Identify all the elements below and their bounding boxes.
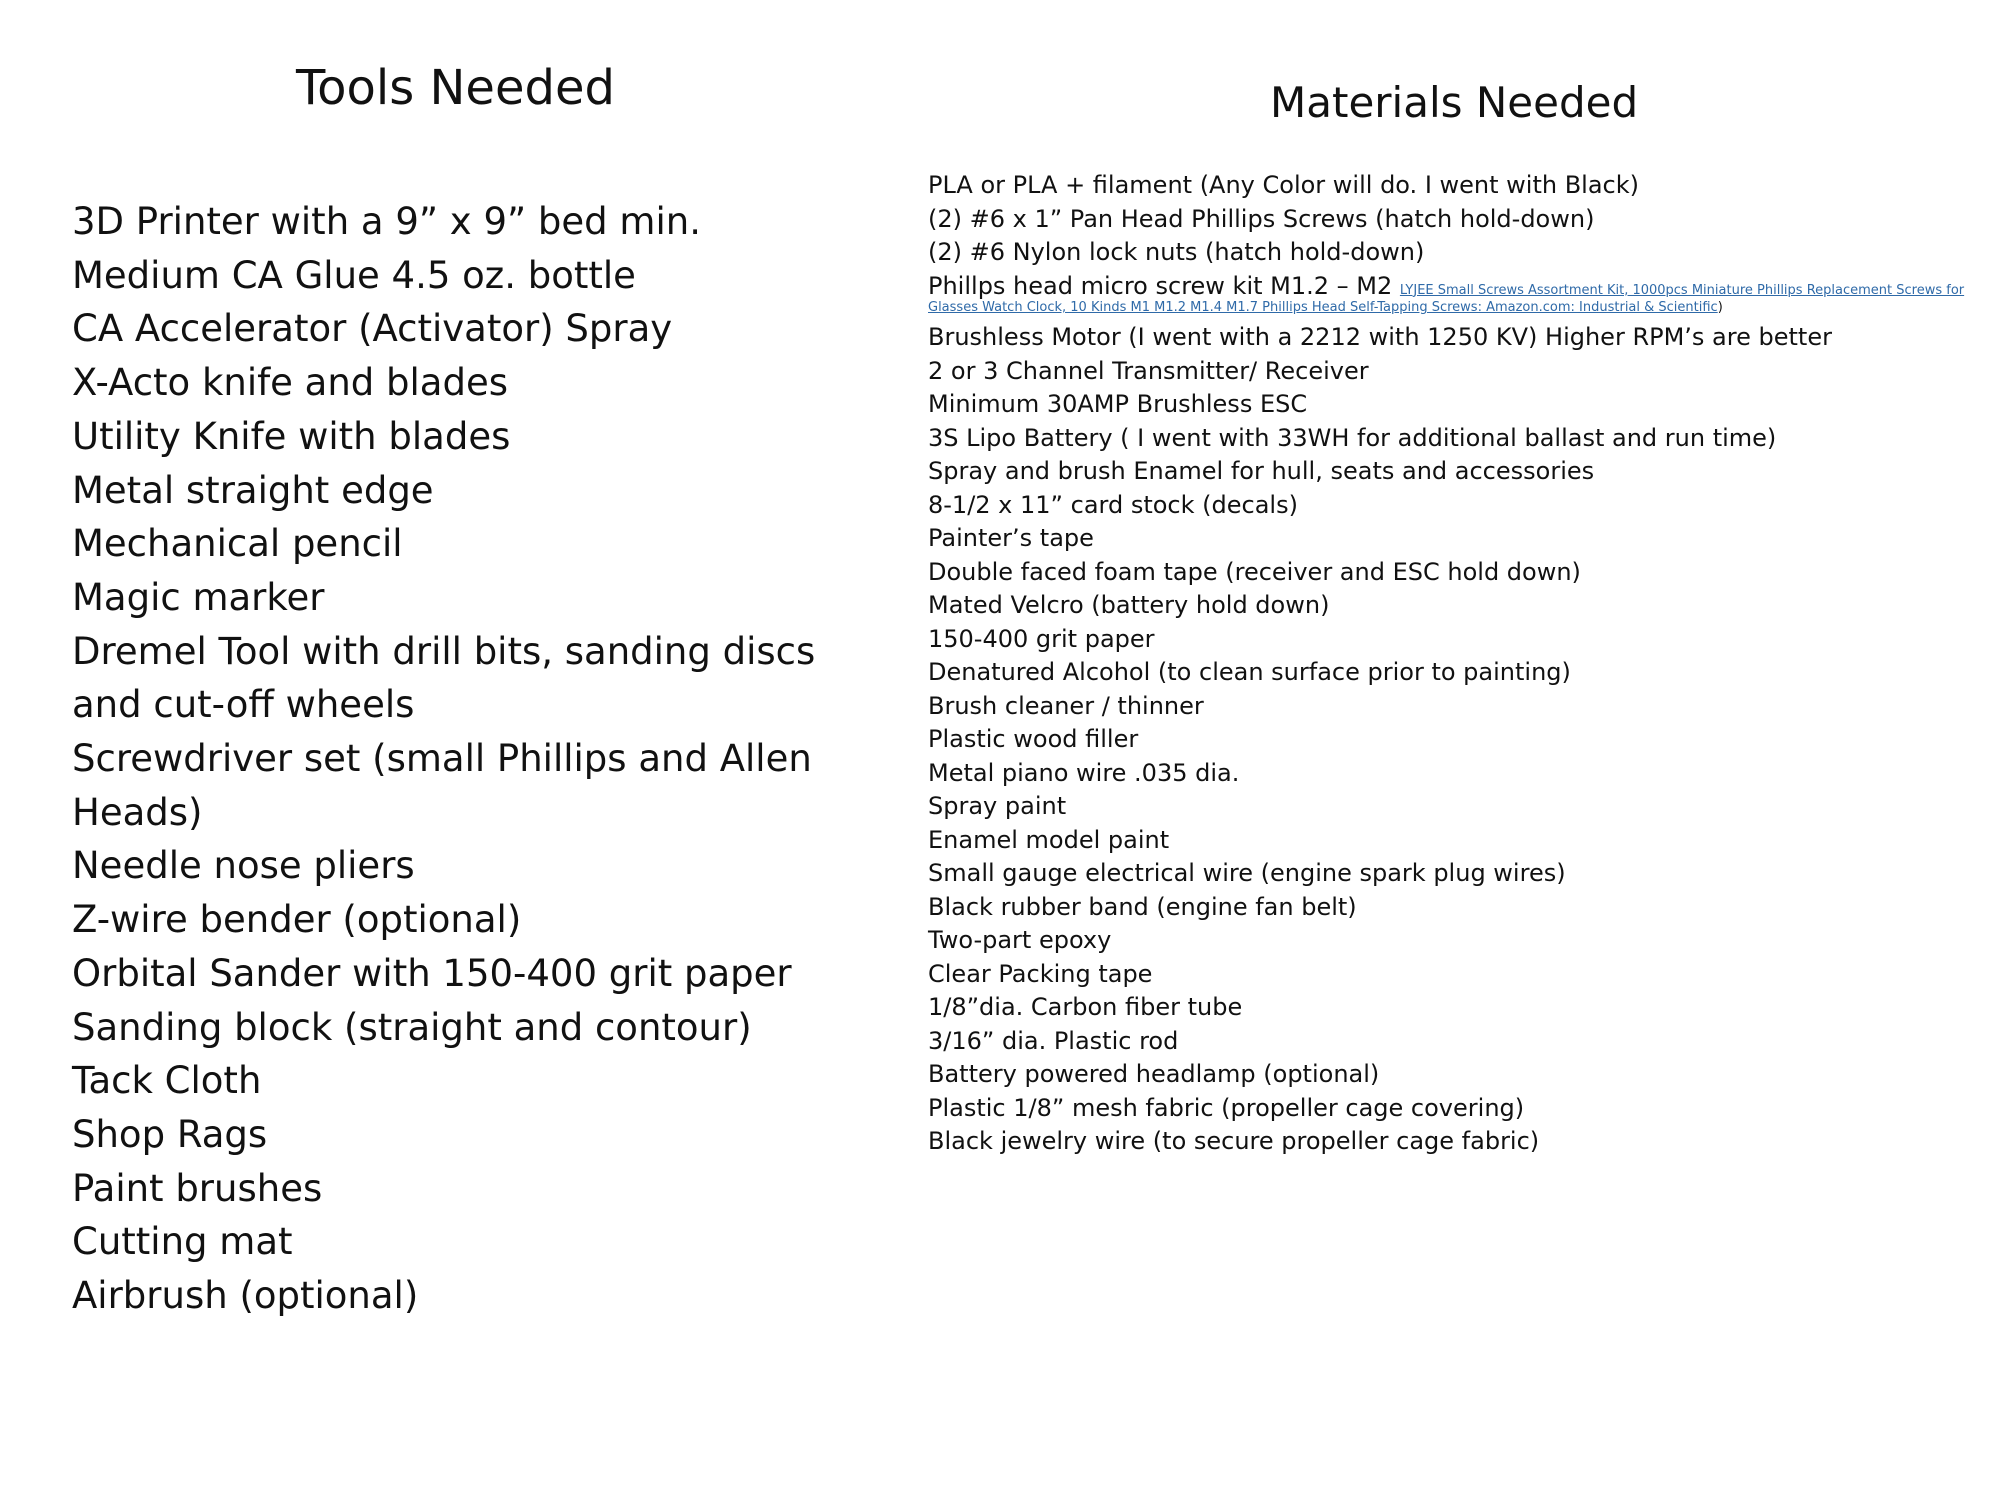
material-item: Clear Packing tape: [928, 959, 1153, 988]
tool-item: Heads): [72, 790, 203, 834]
material-item: Brush cleaner / thinner: [928, 691, 1204, 720]
material-item: Brushless Motor (I went with a 2212 with 1250 KV) Higher RPM’s are better: [928, 323, 1832, 351]
tool-item: Cutting mat: [72, 1220, 293, 1264]
tool-item: Magic marker: [72, 575, 325, 619]
tool-item: Shop Rags: [72, 1112, 268, 1156]
material-item: 3/16” dia. Plastic rod: [928, 1026, 1179, 1055]
material-item: PLA or PLA + filament (Any Color will do. I went with Black): [928, 171, 1640, 199]
material-item: Enamel model paint: [928, 825, 1170, 854]
tool-item: Medium CA Glue 4.5 oz. bottle: [72, 253, 636, 297]
material-item: (2) #6 x 1” Pan Head Phillips Screws (hatch hold-down): [928, 204, 1595, 233]
tool-item: Sanding block (straight and contour): [72, 1005, 752, 1049]
material-item: Metal piano wire .035 dia.: [928, 758, 1240, 787]
amazon-link-line2[interactable]: Glasses Watch Clock, 10 Kinds M1 M1.2 M1.4 M1.7 Phillips Head Self-Tapping Screws: Amazon.com: Industrial & Scientific: [928, 300, 1718, 315]
tool-item: Dremel Tool with drill bits, sanding discs: [72, 629, 816, 673]
tool-item: Needle nose pliers: [72, 844, 415, 888]
material-item: 150-400 grit paper: [928, 624, 1155, 653]
material-item: Small gauge electrical wire (engine spark plug wires): [928, 859, 1566, 887]
tool-item: Orbital Sander with 150-400 grit paper: [72, 951, 792, 995]
material-item: Battery powered headlamp (optional): [928, 1060, 1380, 1088]
tool-item: Airbrush (optional): [72, 1274, 419, 1318]
material-item-text: Phillps head micro screw kit M1.2 – M2: [928, 271, 1400, 300]
material-item-screw-kit: [928, 270, 1988, 319]
material-item: Minimum 30AMP Brushless ESC: [928, 390, 1308, 418]
tool-item: Z-wire bender (optional): [72, 898, 522, 942]
tool-item: Screwdriver set (small Phillips and Allen: [72, 737, 812, 781]
material-item: Painter’s tape: [928, 524, 1094, 552]
materials-heading: Materials Needed: [1270, 78, 1639, 127]
tool-item: Metal straight edge: [72, 468, 434, 512]
material-item: Black rubber band (engine fan belt): [928, 892, 1357, 921]
material-item: 1/8”dia. Carbon fiber tube: [928, 993, 1243, 1021]
material-item: Plastic wood filler: [928, 725, 1139, 753]
amazon-link[interactable]: LYJEE Small Screws Assortment Kit, 1000pcs Miniature Phillips Replacement Screws for: [1399, 282, 1965, 298]
tool-item: Utility Knife with blades: [72, 414, 511, 458]
material-item: 8-1/2 x 11” card stock (decals): [928, 490, 1298, 519]
materials-list: [928, 169, 1988, 1159]
material-item: Spray paint: [928, 792, 1067, 820]
tool-item: 3D Printer with a 9” x 9” bed min.: [72, 200, 701, 243]
tools-heading: Tools Needed: [296, 60, 615, 116]
material-item: Plastic 1/8” mesh fabric (propeller cage covering): [928, 1093, 1525, 1122]
material-item: Denatured Alcohol (to clean surface prior to painting): [928, 658, 1571, 686]
material-item: 2 or 3 Channel Transmitter/ Receiver: [928, 356, 1369, 385]
tool-item: X-Acto knife and blades: [72, 361, 508, 405]
material-item: Mated Velcro (battery hold down): [928, 591, 1330, 619]
tool-item: CA Accelerator (Activator) Spray: [72, 307, 673, 351]
material-item: Two-part epoxy: [928, 926, 1112, 954]
material-item: (2) #6 Nylon lock nuts (hatch hold-down): [928, 238, 1425, 266]
material-item: Black jewelry wire (to secure propeller cage fabric): [928, 1127, 1540, 1155]
tool-item: Mechanical pencil: [72, 522, 403, 566]
material-item: Double faced foam tape (receiver and ESC hold down): [928, 557, 1581, 586]
tool-item: and cut-off wheels: [72, 683, 415, 727]
tool-item: Paint brushes: [72, 1166, 323, 1210]
material-item: Spray and brush Enamel for hull, seats and accessories: [928, 457, 1595, 485]
tool-item: Tack Cloth: [72, 1059, 262, 1103]
material-item: 3S Lipo Battery ( I went with 33WH for additional ballast and run time): [928, 423, 1777, 452]
tools-list: [72, 195, 832, 1323]
link-closing-paren: ): [1717, 300, 1723, 315]
